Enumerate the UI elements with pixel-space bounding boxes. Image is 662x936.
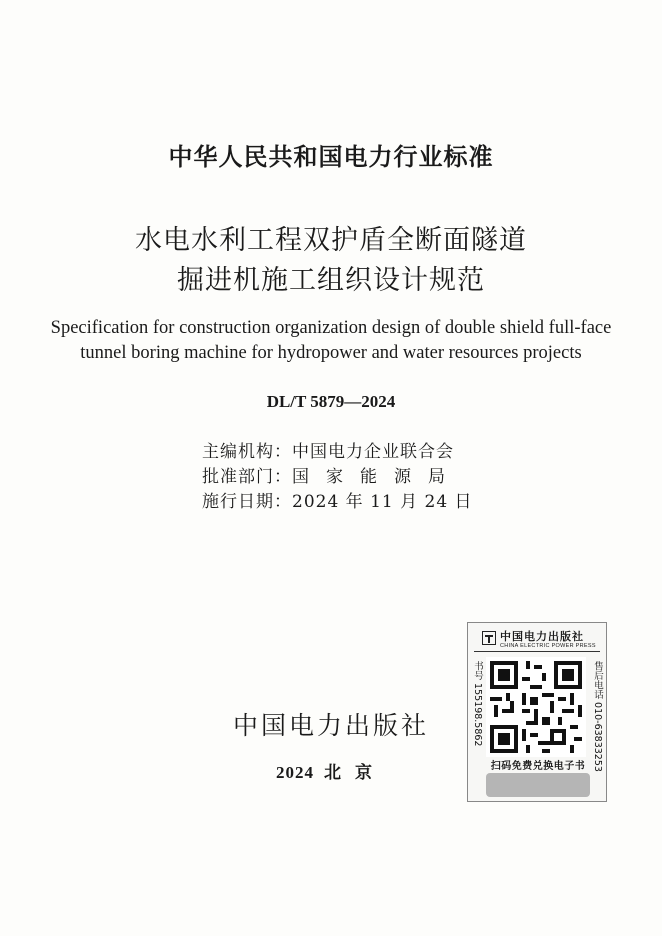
sticker-press-name-en: CHINA ELECTRIC POWER PRESS [500, 643, 596, 649]
approver-label: 批准部门： [202, 467, 292, 487]
title-zh-line1: 水电水利工程双护盾全断面隧道 [135, 225, 527, 256]
publisher-name: 中国电力出版社 [232, 711, 429, 740]
sticker-divider [474, 651, 600, 652]
effective-date-value: 2024 年 11 月 24 日 [292, 492, 473, 512]
sticker-isbn: 书号 155198.5862 [472, 661, 483, 747]
approver-value: 国家能源局 [292, 467, 462, 487]
approver-row [202, 462, 462, 487]
effective-date-label: 施行日期： [202, 492, 292, 512]
publication-city: 北京 [324, 763, 386, 782]
sticker-press-name: 中国电力出版社 [500, 630, 584, 643]
scan-redeem-text: 扫码免费兑换电子书 [490, 761, 586, 772]
standard-type-heading: 中华人民共和国电力行业标准 [168, 143, 494, 171]
qr-code-icon[interactable] [486, 657, 586, 757]
editor-row [202, 437, 454, 462]
sticker-hotline: 售后电话 010-63833253 [592, 661, 603, 772]
effective-date-row [202, 487, 473, 512]
ebook-sticker [467, 622, 607, 802]
editor-label: 主编机构： [202, 442, 292, 462]
title-en-line1: Specification for construction organization design of double shield full-face [50, 318, 612, 338]
scratch-off-code-area[interactable] [486, 773, 590, 797]
publication-year: 2024 [276, 763, 314, 782]
standard-number: DL/T 5879—2024 [266, 392, 396, 411]
editor-value: 中国电力企业联合会 [292, 442, 454, 462]
press-logo-icon [482, 631, 496, 645]
title-zh-line2: 掘进机施工组织设计规范 [177, 265, 485, 296]
title-en-line2: tunnel boring machine for hydropower and water resources projects [80, 343, 582, 363]
